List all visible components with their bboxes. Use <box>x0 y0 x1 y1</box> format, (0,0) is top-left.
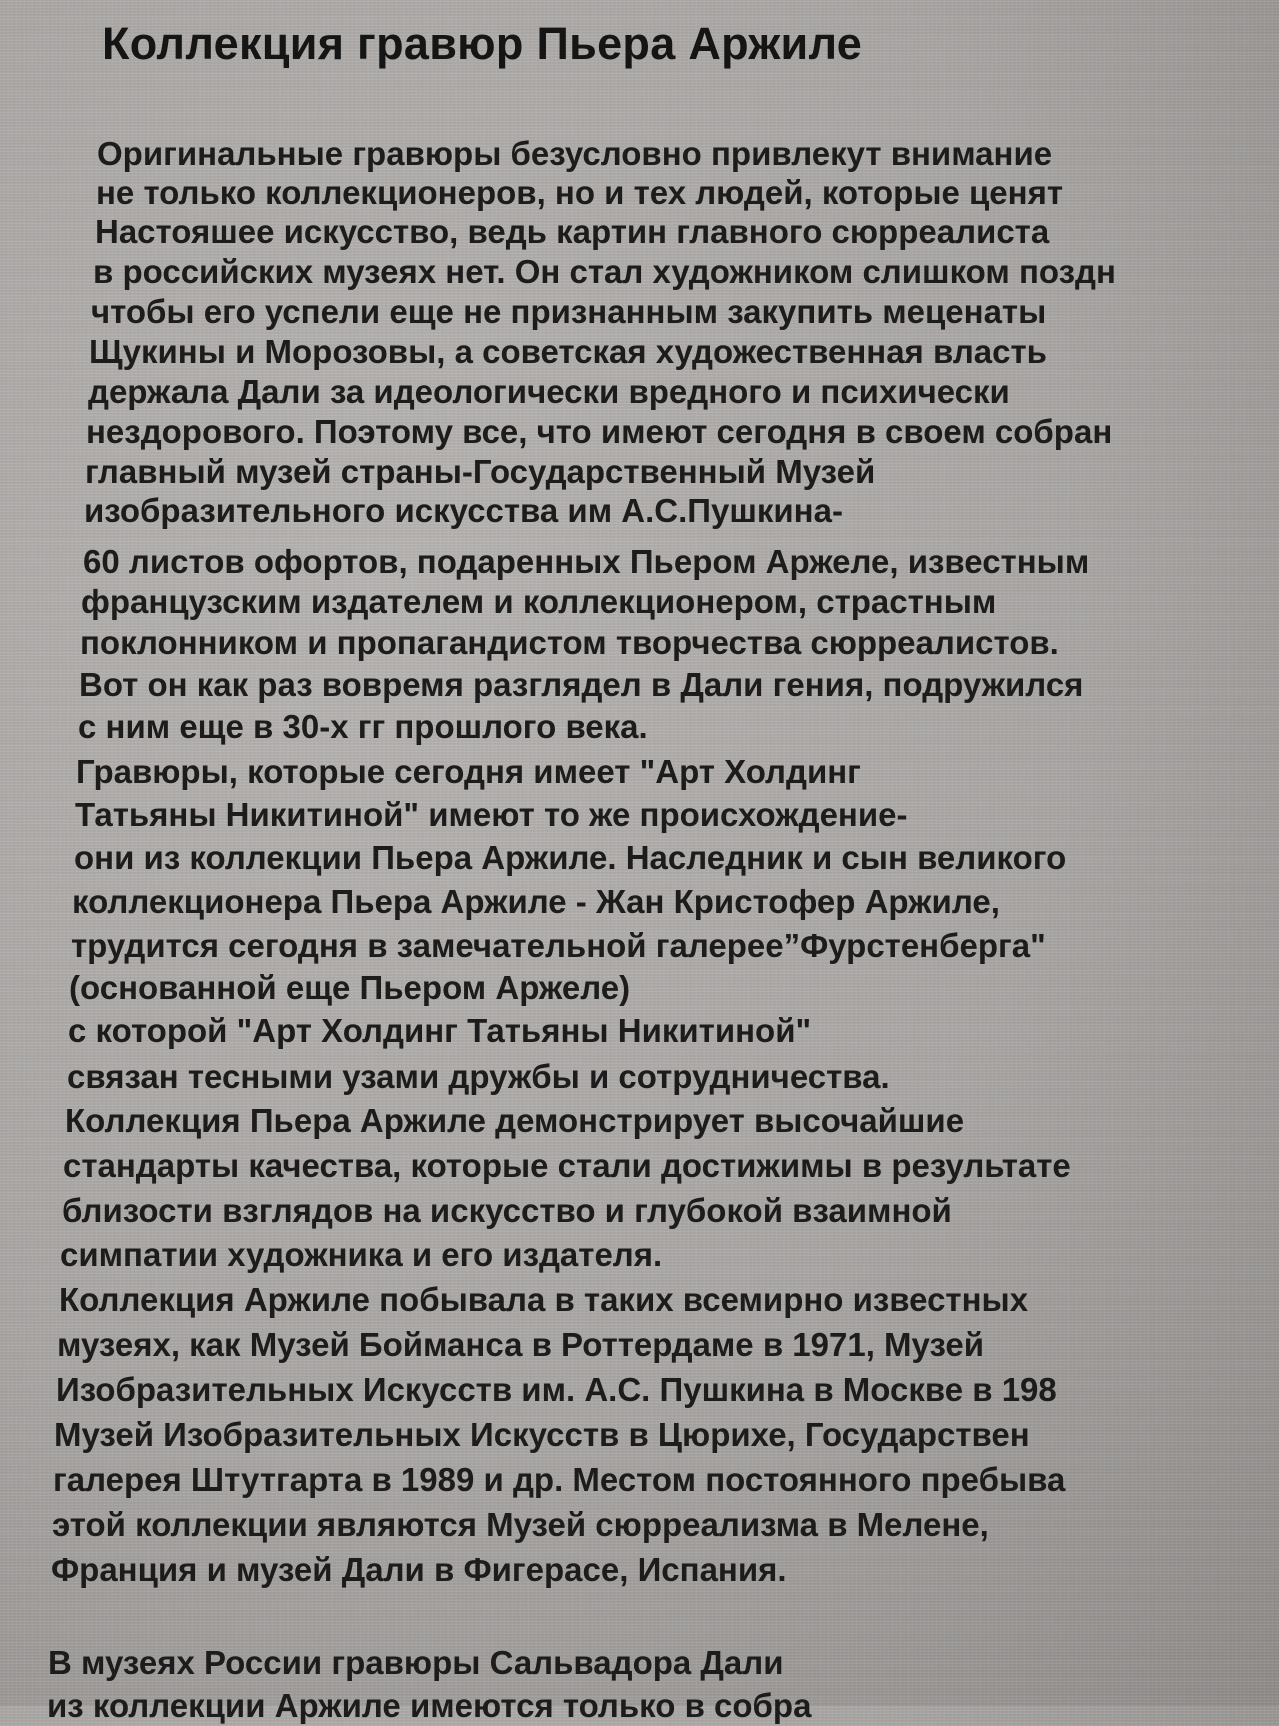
body-text-line: В музеях России гравюры Сальвадора Дали <box>48 1644 784 1681</box>
page-title: Коллекция гравюр Пьера Аржиле <box>102 18 863 69</box>
body-text-line: трудится сегодня в замечательной галерее”Фурстенберга" <box>71 927 1046 964</box>
body-text-line: чтобы его успели еще не признанным закупить меценаты <box>91 293 1047 330</box>
body-text-line: Изобразительных Искусств им. А.С. Пушкина в Москве в 198 <box>56 1371 1057 1408</box>
body-text-line: не только коллекционеров, но и тех людей, которые ценят <box>96 174 1064 211</box>
body-text-line: с ним еще в 30-х гг прошлого века. <box>78 708 648 745</box>
body-text-line: в российских музеях нет. Он стал художником слишком поздн <box>93 253 1116 290</box>
body-text-line: близости взглядов на искусство и глубокой взаимной <box>62 1192 952 1229</box>
body-text-line: изобразительного искусства им А.С.Пушкина- <box>84 492 843 529</box>
body-text-line: нездорового. Поэтому все, что имеют сегодня в своем собран <box>86 413 1113 450</box>
body-text-line: Вот он как раз вовремя разглядел в Дали гения, подружился <box>79 666 1084 703</box>
body-text-line: Гравюры, которые сегодня имеет "Арт Холдинг <box>76 753 861 790</box>
body-text-line: (основанной еще Пьером Аржеле) <box>69 969 631 1006</box>
body-text-line: главный музей страны-Государственный Музей <box>85 453 876 490</box>
body-text-line: музеях, как Музей Бойманса в Роттердаме в 1971, Музей <box>57 1326 985 1363</box>
body-text-line: этой коллекции являются Музей сюрреализма в Мелене, <box>52 1506 989 1543</box>
body-text-line: Оригинальные гравюры безусловно привлекут внимание <box>97 135 1053 172</box>
body-text-line: 60 листов офортов, подаренных Пьером Аржеле, известным <box>83 543 1090 580</box>
body-text-line: держала Дали за идеологически вредного и психически <box>88 373 1010 410</box>
body-text-line: Музей Изобразительных Искусств в Цюрихе, Государствен <box>54 1416 1030 1453</box>
body-text-line: Щукины и Морозовы, а советская художественная власть <box>89 333 1047 370</box>
body-text-line: Коллекция Аржиле побывала в таких всемирно известных <box>59 1281 1029 1318</box>
body-text-line: Коллекция Пьера Аржиле демонстрирует высочайшие <box>65 1102 965 1139</box>
body-text-line: Настояшее искусство, ведь картин главного сюрреалиста <box>95 213 1050 250</box>
body-text-line: поклонником и пропагандистом творчества сюрреалистов. <box>80 624 1059 661</box>
body-text-line: симпатии художника и его издателя. <box>60 1236 663 1273</box>
body-text-line: из коллекции Аржиле имеются только в собра <box>47 1687 812 1724</box>
body-text-line: стандарты качества, которые стали достижимы в результате <box>63 1147 1071 1184</box>
body-text-line: связан тесными узами дружбы и сотрудничества. <box>67 1058 890 1095</box>
body-text-line: они из коллекции Пьера Аржиле. Наследник и сын великого <box>74 839 1067 876</box>
body-text-line: французским издателем и коллекционером, страстным <box>81 583 997 620</box>
body-text-line: галерея Штутгарта в 1989 и др. Местом постоянного пребыва <box>53 1461 1066 1498</box>
body-text-line: коллекционера Пьера Аржиле - Жан Кристофер Аржиле, <box>72 883 1000 920</box>
body-text-line: Татьяны Никитиной" имеют то же происхождение- <box>75 796 908 833</box>
body-text-line: Франция и музей Дали в Фигерасе, Испания. <box>51 1551 787 1588</box>
body-text-line: с которой "Арт Холдинг Татьяны Никитиной" <box>68 1012 812 1049</box>
